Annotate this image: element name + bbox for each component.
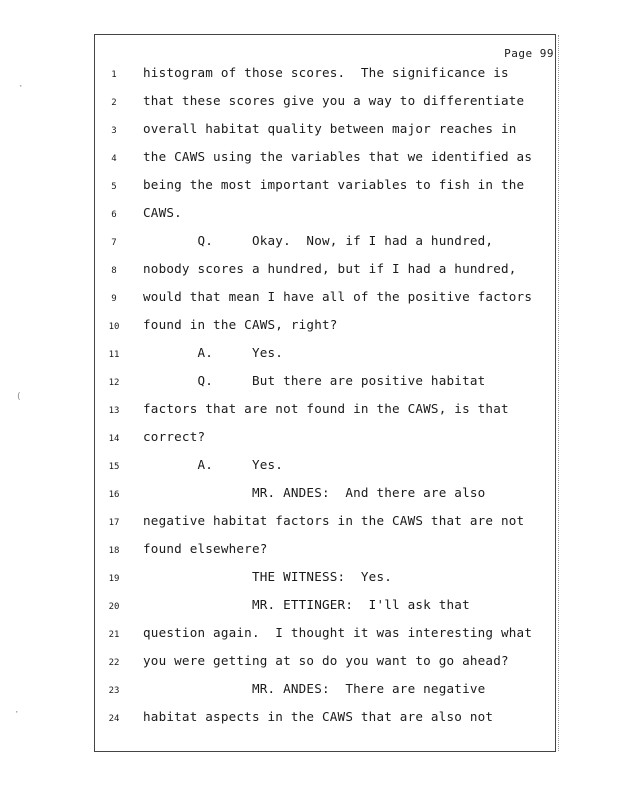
line-number: 20 xyxy=(108,602,120,612)
line-number: 10 xyxy=(108,322,120,332)
line-number: 21 xyxy=(108,630,120,640)
line-text: MR. ETTINGER: I'll ask that xyxy=(143,597,470,612)
line-text: factors that are not found in the CAWS, is that xyxy=(143,401,509,416)
line-number: 12 xyxy=(108,378,120,388)
line-text: found elsewhere? xyxy=(143,541,268,556)
page-number: Page 99 xyxy=(504,47,554,60)
line-text: negative habitat factors in the CAWS that are not xyxy=(143,513,525,528)
line-number: 13 xyxy=(108,406,120,416)
line-number: 17 xyxy=(108,518,120,528)
line-number: 22 xyxy=(108,658,120,668)
line-number: 19 xyxy=(108,574,120,584)
line-text: being the most important variables to fish in the xyxy=(143,177,525,192)
line-text: histogram of those scores. The significance is xyxy=(143,65,509,80)
transcript-line xyxy=(0,709,618,729)
transcript-line xyxy=(0,93,618,113)
line-text: you were getting at so do you want to go ahead? xyxy=(143,653,509,668)
line-text: nobody scores a hundred, but if I had a hundred, xyxy=(143,261,517,276)
line-number: 11 xyxy=(108,350,120,360)
transcript-line xyxy=(0,65,618,85)
transcript-line xyxy=(0,597,618,617)
transcript-line xyxy=(0,653,618,673)
line-text: found in the CAWS, right? xyxy=(143,317,338,332)
line-number: 16 xyxy=(108,490,120,500)
line-number: 2 xyxy=(111,98,117,108)
line-number: 24 xyxy=(108,714,120,724)
line-number: 4 xyxy=(111,154,117,164)
line-text: question again. I thought it was interesting what xyxy=(143,625,533,640)
scan-artifact-mark: · xyxy=(14,708,20,718)
transcript-line xyxy=(0,233,618,253)
transcript-line xyxy=(0,541,618,561)
line-text: MR. ANDES: There are negative xyxy=(143,681,486,696)
line-text: habitat aspects in the CAWS that are also not xyxy=(143,709,494,724)
transcript-line xyxy=(0,261,618,281)
transcript-line xyxy=(0,457,618,477)
transcript-line xyxy=(0,569,618,589)
line-number: 7 xyxy=(111,238,117,248)
line-number: 18 xyxy=(108,546,120,556)
transcript-line xyxy=(0,317,618,337)
transcript-line xyxy=(0,177,618,197)
transcript-line xyxy=(0,513,618,533)
line-text: correct? xyxy=(143,429,206,444)
line-number: 3 xyxy=(111,126,117,136)
line-number: 23 xyxy=(108,686,120,696)
line-text: Q. But there are positive habitat xyxy=(143,373,486,388)
transcript-line xyxy=(0,345,618,365)
line-text: would that mean I have all of the positive factors xyxy=(143,289,533,304)
line-text: THE WITNESS: Yes. xyxy=(143,569,393,584)
line-text: that these scores give you a way to differentiate xyxy=(143,93,525,108)
line-number: 6 xyxy=(111,210,117,220)
line-number: 8 xyxy=(111,266,117,276)
line-text: A. Yes. xyxy=(143,457,284,472)
transcript-line xyxy=(0,289,618,309)
line-text: A. Yes. xyxy=(143,345,284,360)
transcript-line xyxy=(0,121,618,141)
line-text: MR. ANDES: And there are also xyxy=(143,485,486,500)
line-text: overall habitat quality between major reaches in xyxy=(143,121,517,136)
line-text: the CAWS using the variables that we identified as xyxy=(143,149,533,164)
scan-artifact-mark: · xyxy=(18,82,24,92)
transcript-line xyxy=(0,373,618,393)
transcript-line xyxy=(0,625,618,645)
transcript-line xyxy=(0,485,618,505)
line-number: 14 xyxy=(108,434,120,444)
transcript-line xyxy=(0,401,618,421)
scan-artifact-mark: ( xyxy=(16,392,22,402)
line-number: 1 xyxy=(111,70,117,80)
line-text: Q. Okay. Now, if I had a hundred, xyxy=(143,233,494,248)
line-text: CAWS. xyxy=(143,205,182,220)
transcript-line xyxy=(0,149,618,169)
transcript-line xyxy=(0,429,618,449)
transcript-line xyxy=(0,205,618,225)
line-number: 5 xyxy=(111,182,117,192)
line-number: 15 xyxy=(108,462,120,472)
transcript-line xyxy=(0,681,618,701)
line-number: 9 xyxy=(111,294,117,304)
